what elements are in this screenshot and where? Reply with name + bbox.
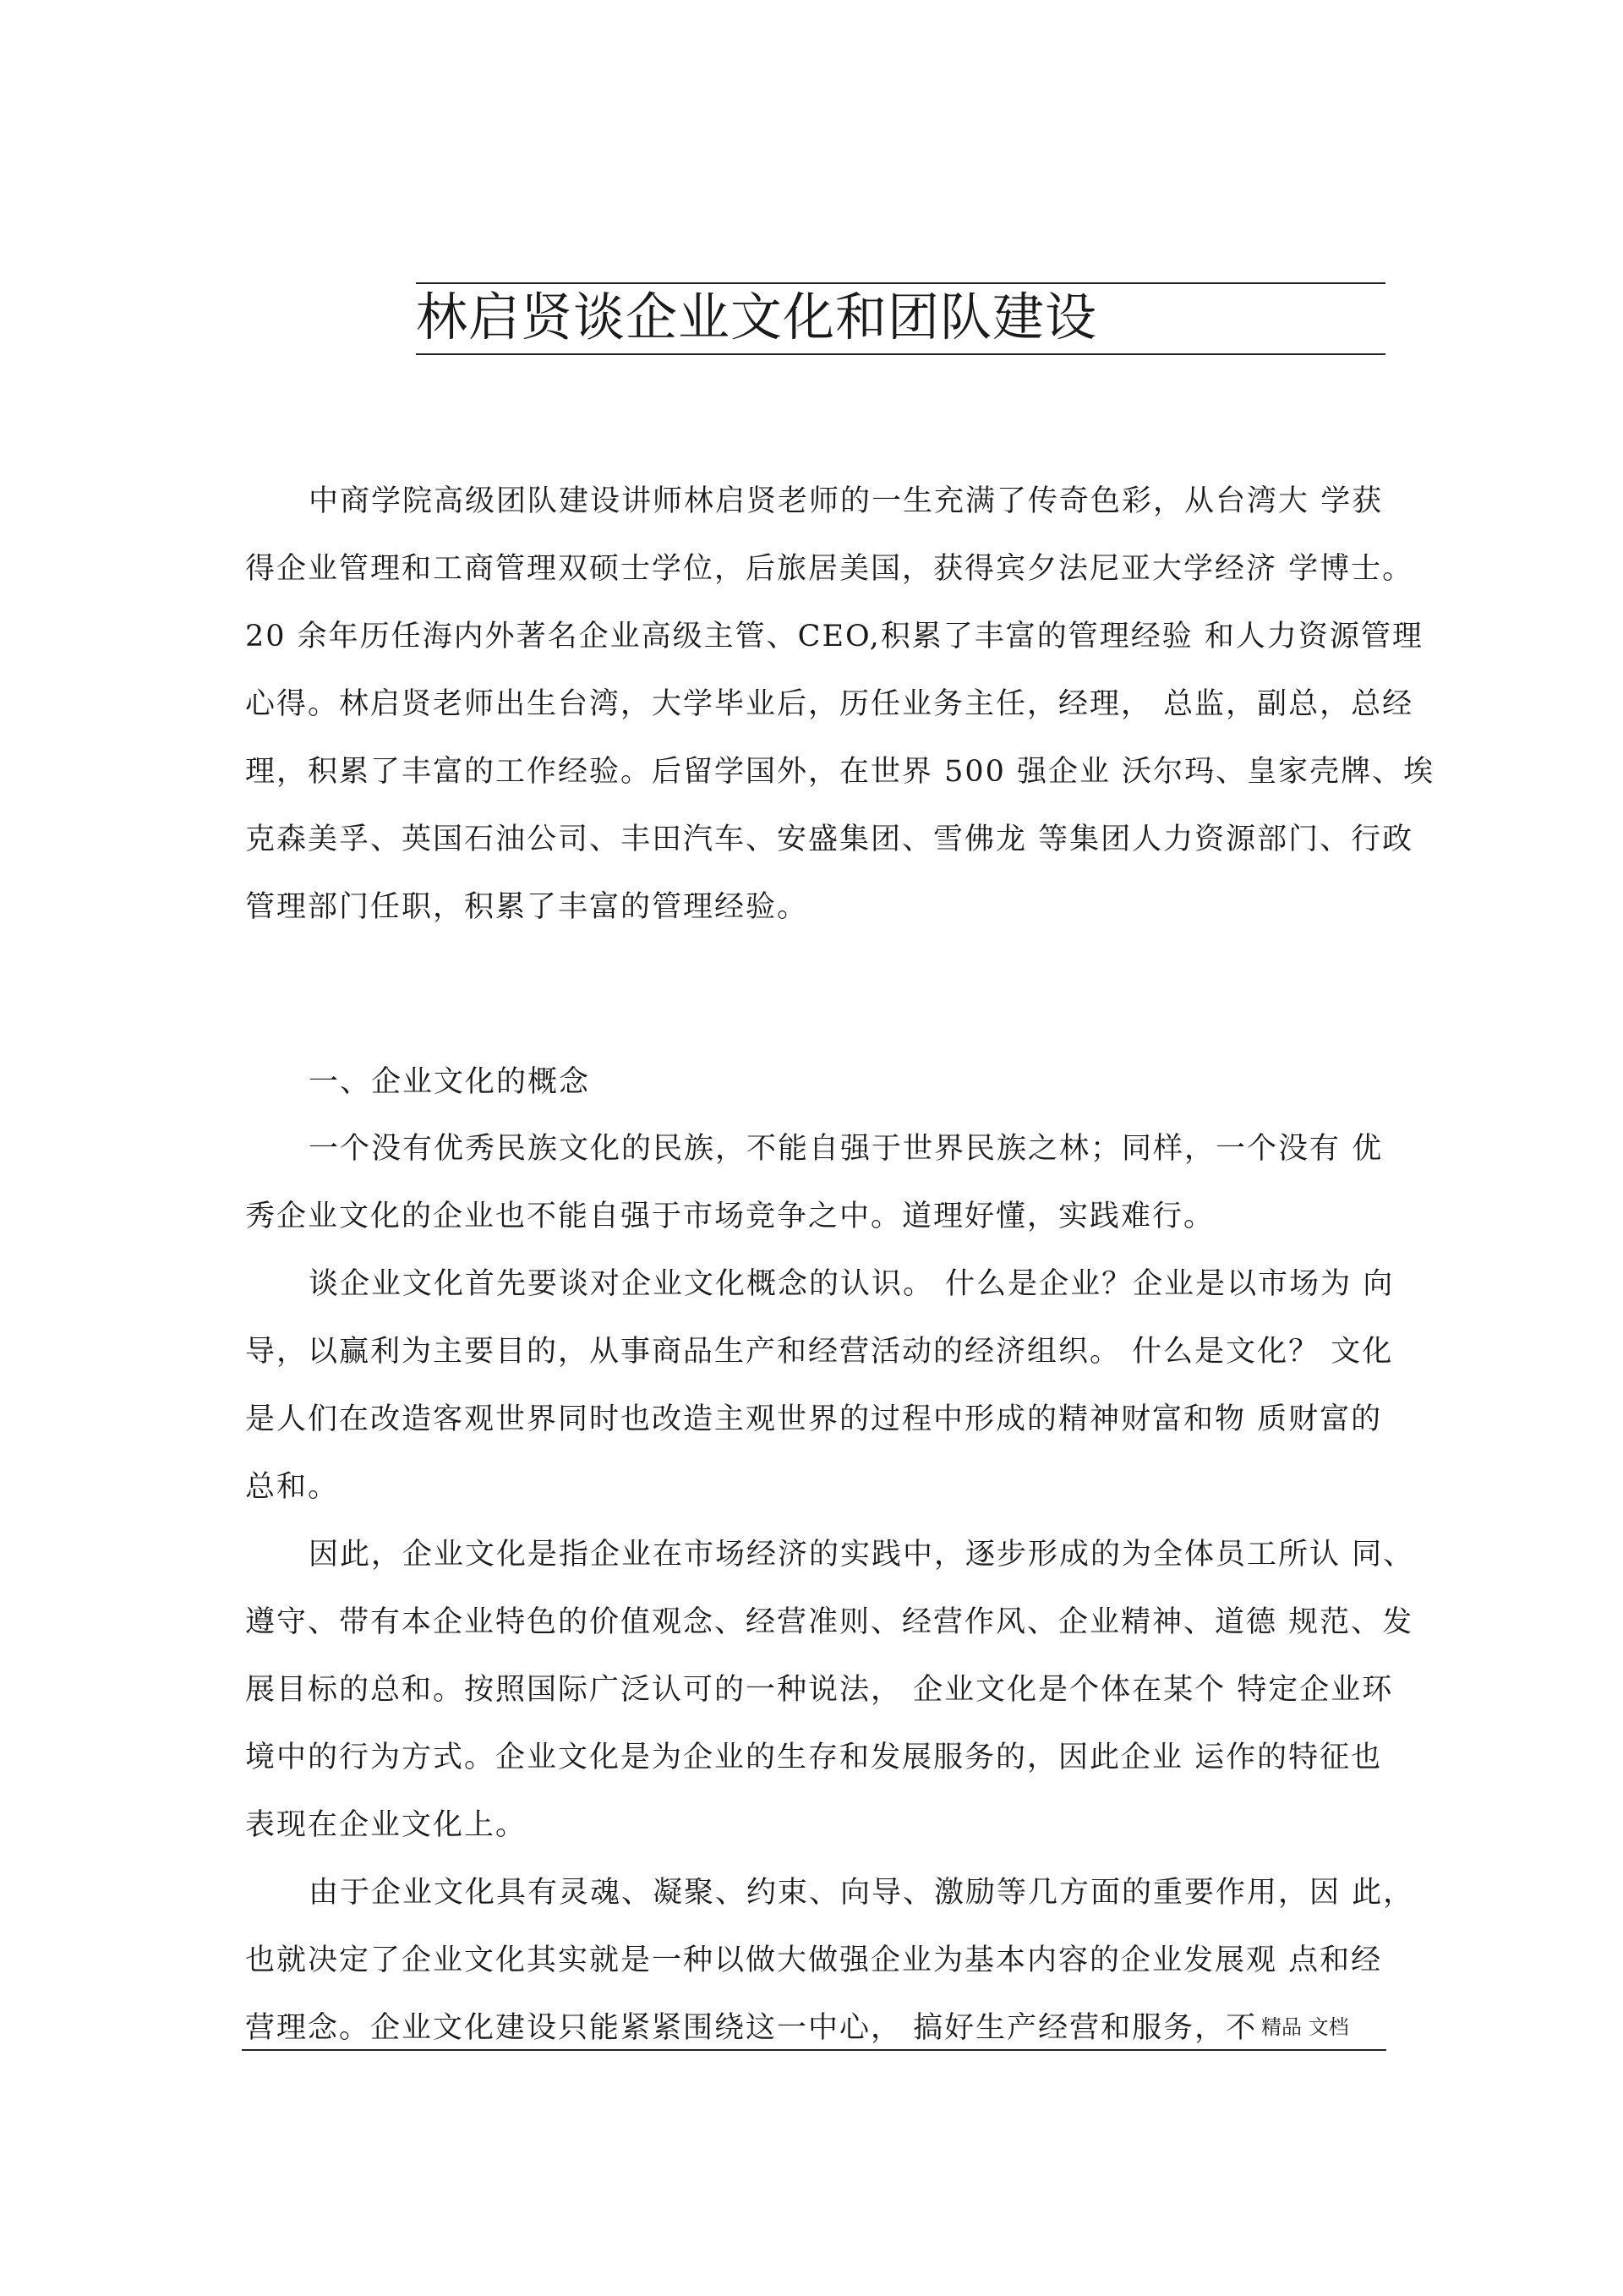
paragraph-line: 因此，企业文化是指企业在市场经济的实践中，逐步形成的为全体员工所认 同、 <box>309 1538 1415 1572</box>
intro-line: 20 余年历任海内外著名企业高级主管、CEO,积累了丰富的管理经验 和人力资源管理 <box>245 620 1424 653</box>
paragraph-line: 境中的行为方式。企业文化是为企业的生存和发展服务的，因此企业 运作的特征也 <box>245 1741 1383 1774</box>
paragraph-line: 秀企业文化的企业也不能自强于市场竞争之中。道理好懂，实践难行。 <box>245 1200 1216 1233</box>
paragraph-line: 总和。 <box>245 1470 340 1504</box>
document-title: 林启贤谈企业文化和团队建设 <box>416 287 1098 347</box>
paragraph-line: 遵守、带有本企业特色的价值观念、经营准则、经营作风、企业精神、道德 规范、发 <box>245 1605 1414 1639</box>
paragraph-line: 导，以赢利为主要目的，从事商品生产和经营活动的经济组织。 什么是文化？ 文化 <box>245 1335 1394 1369</box>
paragraph-line: 由于企业文化具有灵魂、凝聚、约束、向导、激励等几方面的重要作用，因 此， <box>309 1876 1415 1910</box>
title-bottom-rule <box>416 353 1385 355</box>
paragraph-line: 展目标的总和。按照国际广泛认可的一种说法， 企业文化是个体在某个 特定企业环 <box>245 1673 1394 1707</box>
paragraph-line: 谈企业文化首先要谈对企业文化概念的认识。 什么是企业？企业是以市场为 向 <box>309 1267 1395 1301</box>
intro-line: 克森美孚、英国石油公司、丰田汽车、安盛集团、雪佛龙 等集团人力资源部门、行政 <box>245 823 1414 856</box>
intro-line: 中商学院高级团队建设讲师林启贤老师的一生充满了传奇色彩，从台湾大 学获 <box>309 484 1384 518</box>
section-heading: 一、企业文化的概念 <box>309 1065 591 1099</box>
intro-line: 管理部门任职，积累了丰富的管理经验。 <box>245 890 809 924</box>
paragraph-line: 也就决定了企业文化其实就是一种以做大做强企业为基本内容的企业发展观 点和经 <box>245 1943 1383 1977</box>
paragraph-line: 一个没有优秀民族文化的民族，不能自强于世界民族之林；同样，一个没有 优 <box>309 1132 1384 1166</box>
footer-rule <box>242 2049 1386 2051</box>
watermark-label: 精品 文档 <box>1261 2015 1349 2039</box>
intro-line: 得企业管理和工商管理双硕士学位，后旅居美国，获得宾夕法尼亚大学经济 学博士。 <box>245 552 1414 586</box>
title-top-rule <box>416 282 1385 284</box>
paragraph-line: 营理念。企业文化建设只能紧紧围绕这一中心， 搞好生产经营和服务，不 <box>245 2011 1258 2045</box>
paragraph-line: 表现在企业文化上。 <box>245 1808 527 1842</box>
intro-line: 心得。林启贤老师出生台湾，大学毕业后，历任业务主任，经理， 总监，副总，总经 <box>245 687 1414 721</box>
intro-line: 理，积累了丰富的工作经验。后留学国外，在世界 500 强企业 沃尔玛、皇家壳牌、埃 <box>245 755 1435 789</box>
paragraph-line: 是人们在改造客观世界同时也改造主观世界的过程中形成的精神财富和物 质财富的 <box>245 1402 1383 1436</box>
